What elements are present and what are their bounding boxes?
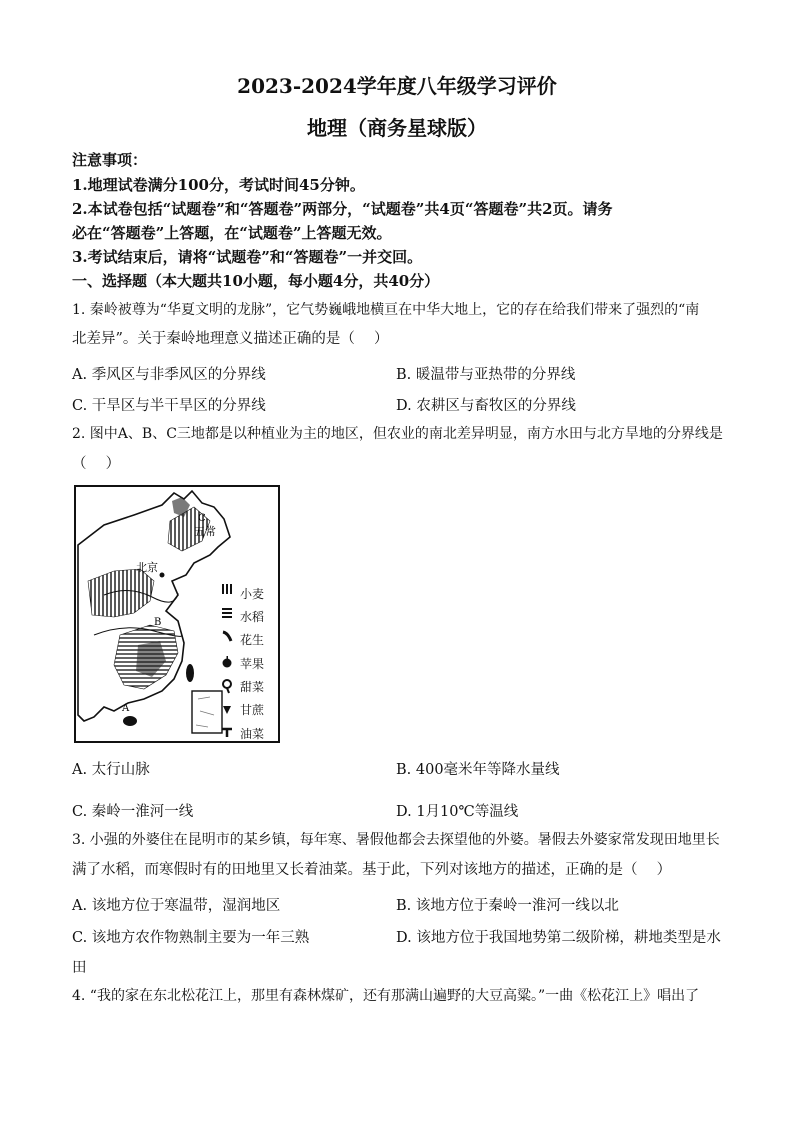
q2-option-c[interactable]: C. 秦岭一淮河一线 bbox=[72, 804, 194, 820]
label-c: C bbox=[198, 513, 206, 524]
q1-option-a[interactable]: A. 季风区与非季风区的分界线 bbox=[72, 367, 266, 383]
legend-wheat: 小麦 bbox=[240, 587, 265, 601]
q1-stem-line2: 北差异”。关于秦岭地理意义描述正确的是（ ） bbox=[72, 331, 389, 347]
q1-stem-line1: 1. 秦岭被尊为“华夏文明的龙脉”，它气势巍峨地横亘在中华大地上，它的存在给我们带来了强烈的“南 bbox=[72, 302, 700, 318]
q1-option-b[interactable]: B. 暖温带与亚热带的分界线 bbox=[396, 367, 576, 383]
note-item-2-cont: 必在“答题卷”上答题，在“试题卷”上答题无效。 bbox=[72, 224, 392, 242]
label-a: A bbox=[122, 703, 130, 714]
label-wuchang: 五常 bbox=[194, 525, 216, 538]
q2-stem-line2: （ ） bbox=[72, 456, 121, 472]
legend-rice: 水稻 bbox=[240, 610, 265, 624]
q1-option-c[interactable]: C. 干旱区与半干旱区的分界线 bbox=[72, 398, 266, 414]
island-hainan bbox=[123, 716, 137, 726]
note-item-3: 3.考试结束后，请将“试题卷”和“答题卷”一并交回。 bbox=[72, 248, 423, 266]
legend-sugarcane: 甘蔗 bbox=[240, 703, 265, 717]
label-b: B bbox=[154, 617, 162, 628]
q2-stem-line1: 2. 图中A、B、C三地都是以种植业为主的地区，但农业的南北差异明显，南方水田与北方旱地的分界线是 bbox=[72, 426, 723, 442]
q3-option-c[interactable]: C. 该地方农作物熟制主要为一年三熟 bbox=[72, 930, 310, 946]
q2-option-d[interactable]: D. 1月10℃等温线 bbox=[396, 804, 519, 820]
legend-peanut: 花生 bbox=[240, 633, 265, 647]
beijing-marker bbox=[160, 573, 165, 578]
q3-stem-line2: 满了水稻，而寒假时有的田地里又长着油菜。基于此，下列对该地方的描述，正确的是（ ） bbox=[72, 862, 672, 878]
island-taiwan bbox=[186, 664, 194, 682]
legend-rapeseed: 油菜 bbox=[240, 727, 265, 741]
legend-sugar-beet: 甜菜 bbox=[240, 680, 265, 694]
notes-heading: 注意事项： bbox=[72, 151, 148, 169]
label-beijing: 北京 bbox=[136, 561, 158, 574]
q4-stem-line1: 4. “我的家在东北松花江上，那里有森林煤矿，还有那满山遍野的大豆高粱。”一曲《松花江上》唱出了 bbox=[72, 988, 700, 1004]
q3-option-d-cont: 田 bbox=[72, 960, 87, 976]
agriculture-map bbox=[74, 485, 280, 743]
q1-option-d[interactable]: D. 农耕区与畜牧区的分界线 bbox=[396, 398, 576, 414]
exam-title: 2023-2024学年度八年级学习评价 bbox=[237, 74, 557, 98]
q3-option-a[interactable]: A. 该地方位于寒温带，湿润地区 bbox=[72, 898, 281, 914]
q3-stem-line1: 3. 小强的外婆住在昆明市的某乡镇，每年寒、暑假他都会去探望他的外婆。暑假去外婆家常发现田地里长 bbox=[72, 832, 720, 848]
section-heading: 一、选择题（本大题共10小题，每小题4分，共40分） bbox=[72, 272, 440, 290]
exam-subtitle: 地理（商务星球版） bbox=[307, 116, 487, 140]
q2-option-a[interactable]: A. 太行山脉 bbox=[72, 762, 150, 778]
legend-apple: 苹果 bbox=[240, 657, 265, 671]
note-item-1: 1.地理试卷满分100分，考试时间45分钟。 bbox=[72, 176, 365, 194]
q3-option-d[interactable]: D. 该地方位于我国地势第二级阶梯，耕地类型是水 bbox=[396, 930, 721, 946]
q2-option-b[interactable]: B. 400毫米年等降水量线 bbox=[396, 762, 560, 778]
q3-option-b[interactable]: B. 该地方位于秦岭一淮河一线以北 bbox=[396, 898, 619, 914]
note-item-2: 2.本试卷包括“试题卷”和“答题卷”两部分，“试题卷”共4页“答题卷”共2页。请务 bbox=[72, 200, 613, 218]
